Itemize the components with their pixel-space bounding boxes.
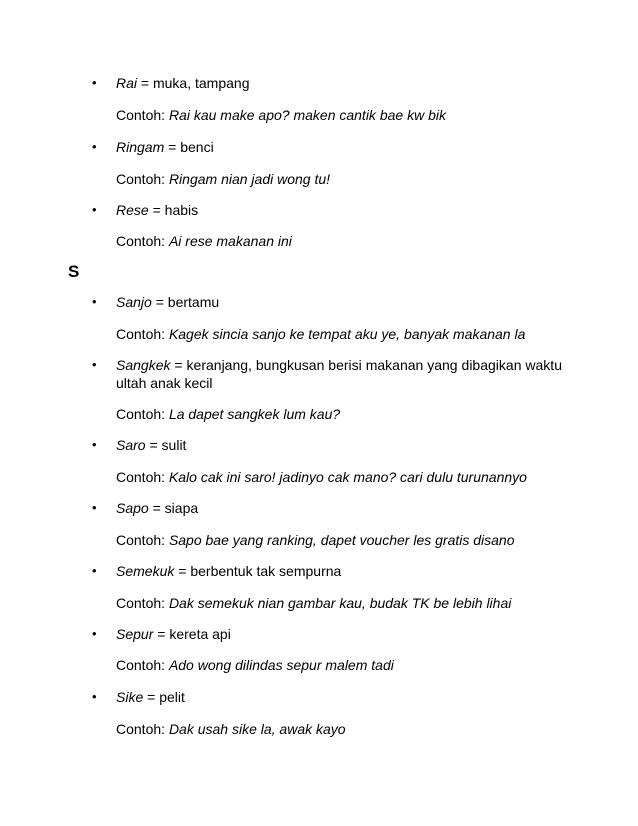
example-line	[116, 530, 515, 550]
example-text: Rai kau make apo? maken cantik bae kw bik	[168, 107, 446, 123]
example-line	[116, 105, 446, 125]
term-meaning: muka, tampang	[152, 75, 250, 91]
term-eq: =	[148, 202, 165, 218]
term-line	[116, 561, 341, 581]
term-line	[116, 200, 198, 220]
term-line	[116, 73, 249, 93]
example-text: Ringam nian jadi wong tu!	[168, 171, 331, 187]
example-label: Contoh:	[116, 233, 169, 249]
example-line	[116, 231, 292, 251]
example-label: Contoh:	[116, 171, 169, 187]
term-meaning: kereta api	[169, 626, 231, 642]
term-meaning: berbentuk tak sempurna	[190, 563, 342, 579]
example-label: Contoh:	[116, 469, 169, 485]
bullet: •	[92, 626, 97, 641]
bullet: •	[92, 75, 97, 90]
term-meaning: sulit	[161, 437, 187, 453]
example-text: Kagek sincia sanjo ke tempat aku ye, banyak makanan la	[168, 326, 526, 342]
section-heading-s: S	[68, 262, 80, 281]
example-text: Dak usah sike la, awak kayo	[168, 721, 346, 737]
term-word: Semekuk	[116, 563, 175, 579]
term-word: Sike	[116, 689, 144, 705]
example-text: Ado wong dilindas sepur malem tadi	[168, 657, 394, 673]
term-word: Rese	[116, 202, 149, 218]
term-eq: =	[170, 357, 187, 373]
term-eq: =	[148, 500, 165, 516]
bullet: •	[92, 689, 97, 704]
example-label: Contoh:	[116, 107, 169, 123]
term-line	[116, 292, 219, 312]
term-line	[116, 624, 231, 644]
term-line	[116, 687, 185, 707]
term-line	[116, 498, 198, 518]
term-line	[116, 137, 214, 157]
term-eq: =	[153, 626, 170, 642]
example-line	[116, 593, 511, 613]
bullet: •	[92, 563, 97, 578]
term-meaning: bertamu	[167, 294, 220, 310]
term-eq: =	[143, 689, 160, 705]
example-text: Ai rese makanan ini	[168, 233, 292, 249]
term-word: Sangkek	[116, 357, 171, 373]
bullet: •	[92, 357, 97, 372]
term-eq: =	[164, 139, 181, 155]
bullet: •	[92, 139, 97, 154]
term-word: Sepur	[116, 626, 154, 642]
example-label: Contoh:	[116, 326, 169, 342]
term-word: Sanjo	[116, 294, 152, 310]
term-word: Rai	[116, 75, 138, 91]
example-text: La dapet sangkek lum kau?	[168, 406, 341, 422]
example-label: Contoh:	[116, 657, 169, 673]
term-word: Ringam	[116, 139, 165, 155]
example-text: Dak semekuk nian gambar kau, budak TK be lebih lihai	[168, 595, 512, 611]
example-line	[116, 655, 394, 675]
bullet: •	[92, 202, 97, 217]
example-label: Contoh:	[116, 721, 169, 737]
bullet: •	[92, 500, 97, 515]
example-line	[116, 467, 527, 487]
example-line	[116, 324, 525, 344]
term-eq: =	[145, 437, 162, 453]
term-word: Saro	[116, 437, 146, 453]
term-line	[116, 435, 186, 455]
term-eq: =	[151, 294, 168, 310]
term-eq: =	[174, 563, 191, 579]
example-line	[116, 404, 340, 424]
example-text: Sapo bae yang ranking, dapet voucher les gratis disano	[168, 532, 515, 548]
example-line	[116, 169, 330, 189]
example-label: Contoh:	[116, 532, 169, 548]
term-word: Sapo	[116, 500, 149, 516]
term-meaning: habis	[164, 202, 199, 218]
example-label: Contoh:	[116, 595, 169, 611]
term-eq: =	[137, 75, 153, 91]
term-meaning: benci	[180, 139, 214, 155]
bullet: •	[92, 294, 97, 309]
term-meaning: siapa	[164, 500, 199, 516]
bullet: •	[92, 437, 97, 452]
term-meaning: pelit	[159, 689, 185, 705]
example-line	[116, 719, 346, 739]
example-text: Kalo cak ini saro! jadinyo cak mano? cari dulu turunannyo	[168, 469, 527, 485]
term-line	[116, 356, 562, 392]
example-label: Contoh:	[116, 406, 169, 422]
term-meaning: keranjang, bungkusan berisi makanan yang dibagikan waktu ultah anak kecil	[116, 357, 562, 391]
